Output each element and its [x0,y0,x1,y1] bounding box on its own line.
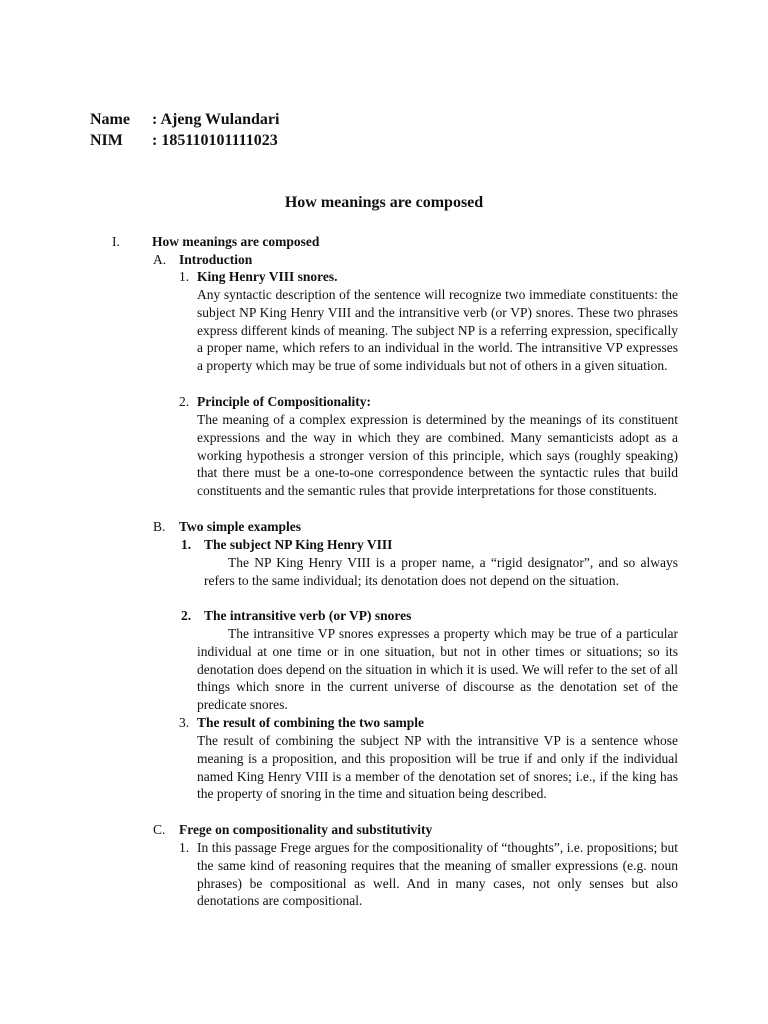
subsection-heading: Two simple examples [179,519,301,534]
paragraph: Any syntactic description of the sentence will recognize two immediate constituents: the subject NP King Henry VIII and the intransitive verb (or VP) snores. These two phrases express different kinds of meaning. The subject NP is a referring expression, specifically a proper name, which refers to an individual in the world. The intransitive VP expresses a property which may be true of some individuals but not of others in a given situation. [197,287,678,374]
subsection-marker: B. [153,519,166,534]
paragraph: The meaning of a complex expression is determined by the meanings of its constituent expressions and the way in which they are combined. Many semanticists adopt as a working hypothesis a stronger version of this principle, which says (roughly speaking) that there must be a one-to-one correspondence between the syntactic rules that build constituents and the semantic rules that provide interpretations for those constituents. [197,412,678,499]
section-heading: How meanings are composed [152,234,320,249]
item-marker: 1. [179,269,190,284]
subsection-marker: A. [153,252,167,267]
item-marker: 3. [179,715,190,730]
item-heading: King Henry VIII snores. [197,269,338,284]
nim-label: NIM [90,132,123,149]
subsection-heading: Introduction [179,252,253,267]
item-heading: The intransitive verb (or VP) snores [204,608,412,623]
name-value: : Ajeng Wulandari [152,111,280,128]
paragraph: In this passage Frege argues for the compositionality of “thoughts”, i.e. propositions; but the same kind of reasoning requires that the meaning of smaller expressions (e.g. noun phrases) be compositional as well. And in many cases, not only senses but also denotations are compositional. [197,840,678,909]
name-label: Name [90,111,130,128]
page-title: How meanings are composed [284,194,484,211]
item-marker: 2. [179,394,190,409]
paragraph: The result of combining the subject NP with the intransitive VP is a sentence whose meaning is a proposition, and this proposition will be true if and only if the individual named King Henry VIII is a member of the denotation set of snores; i.e., if the king has the property of snoring in the time and situation being described. [197,733,678,802]
paragraph: The intransitive VP snores expresses a property which may be true of a particular individual at one time or in one situation, but not in other times or situations; so its denotation does depend on the situation in which it is used. We will refer to the set of all things which snore in the current universe of discourse as the denotation set of the predicate snores. [197,626,678,713]
nim-value: : 185110101111023 [152,132,278,149]
item-marker: 2. [181,608,192,623]
item-heading: The result of combining the two sample [197,715,425,730]
subsection-marker: C. [153,822,166,837]
subsection-heading: Frege on compositionality and substitutivity [179,822,433,837]
paragraph: The NP King Henry VIII is a proper name, a “rigid designator”, and so always refers to the same individual; its denotation does not depend on the situation. [204,555,678,588]
item-marker: 1. [181,537,192,552]
item-heading: The subject NP King Henry VIII [204,537,393,552]
item-heading: Principle of Compositionality: [197,394,371,409]
item-marker: 1. [179,840,190,855]
section-marker: I. [112,234,120,249]
